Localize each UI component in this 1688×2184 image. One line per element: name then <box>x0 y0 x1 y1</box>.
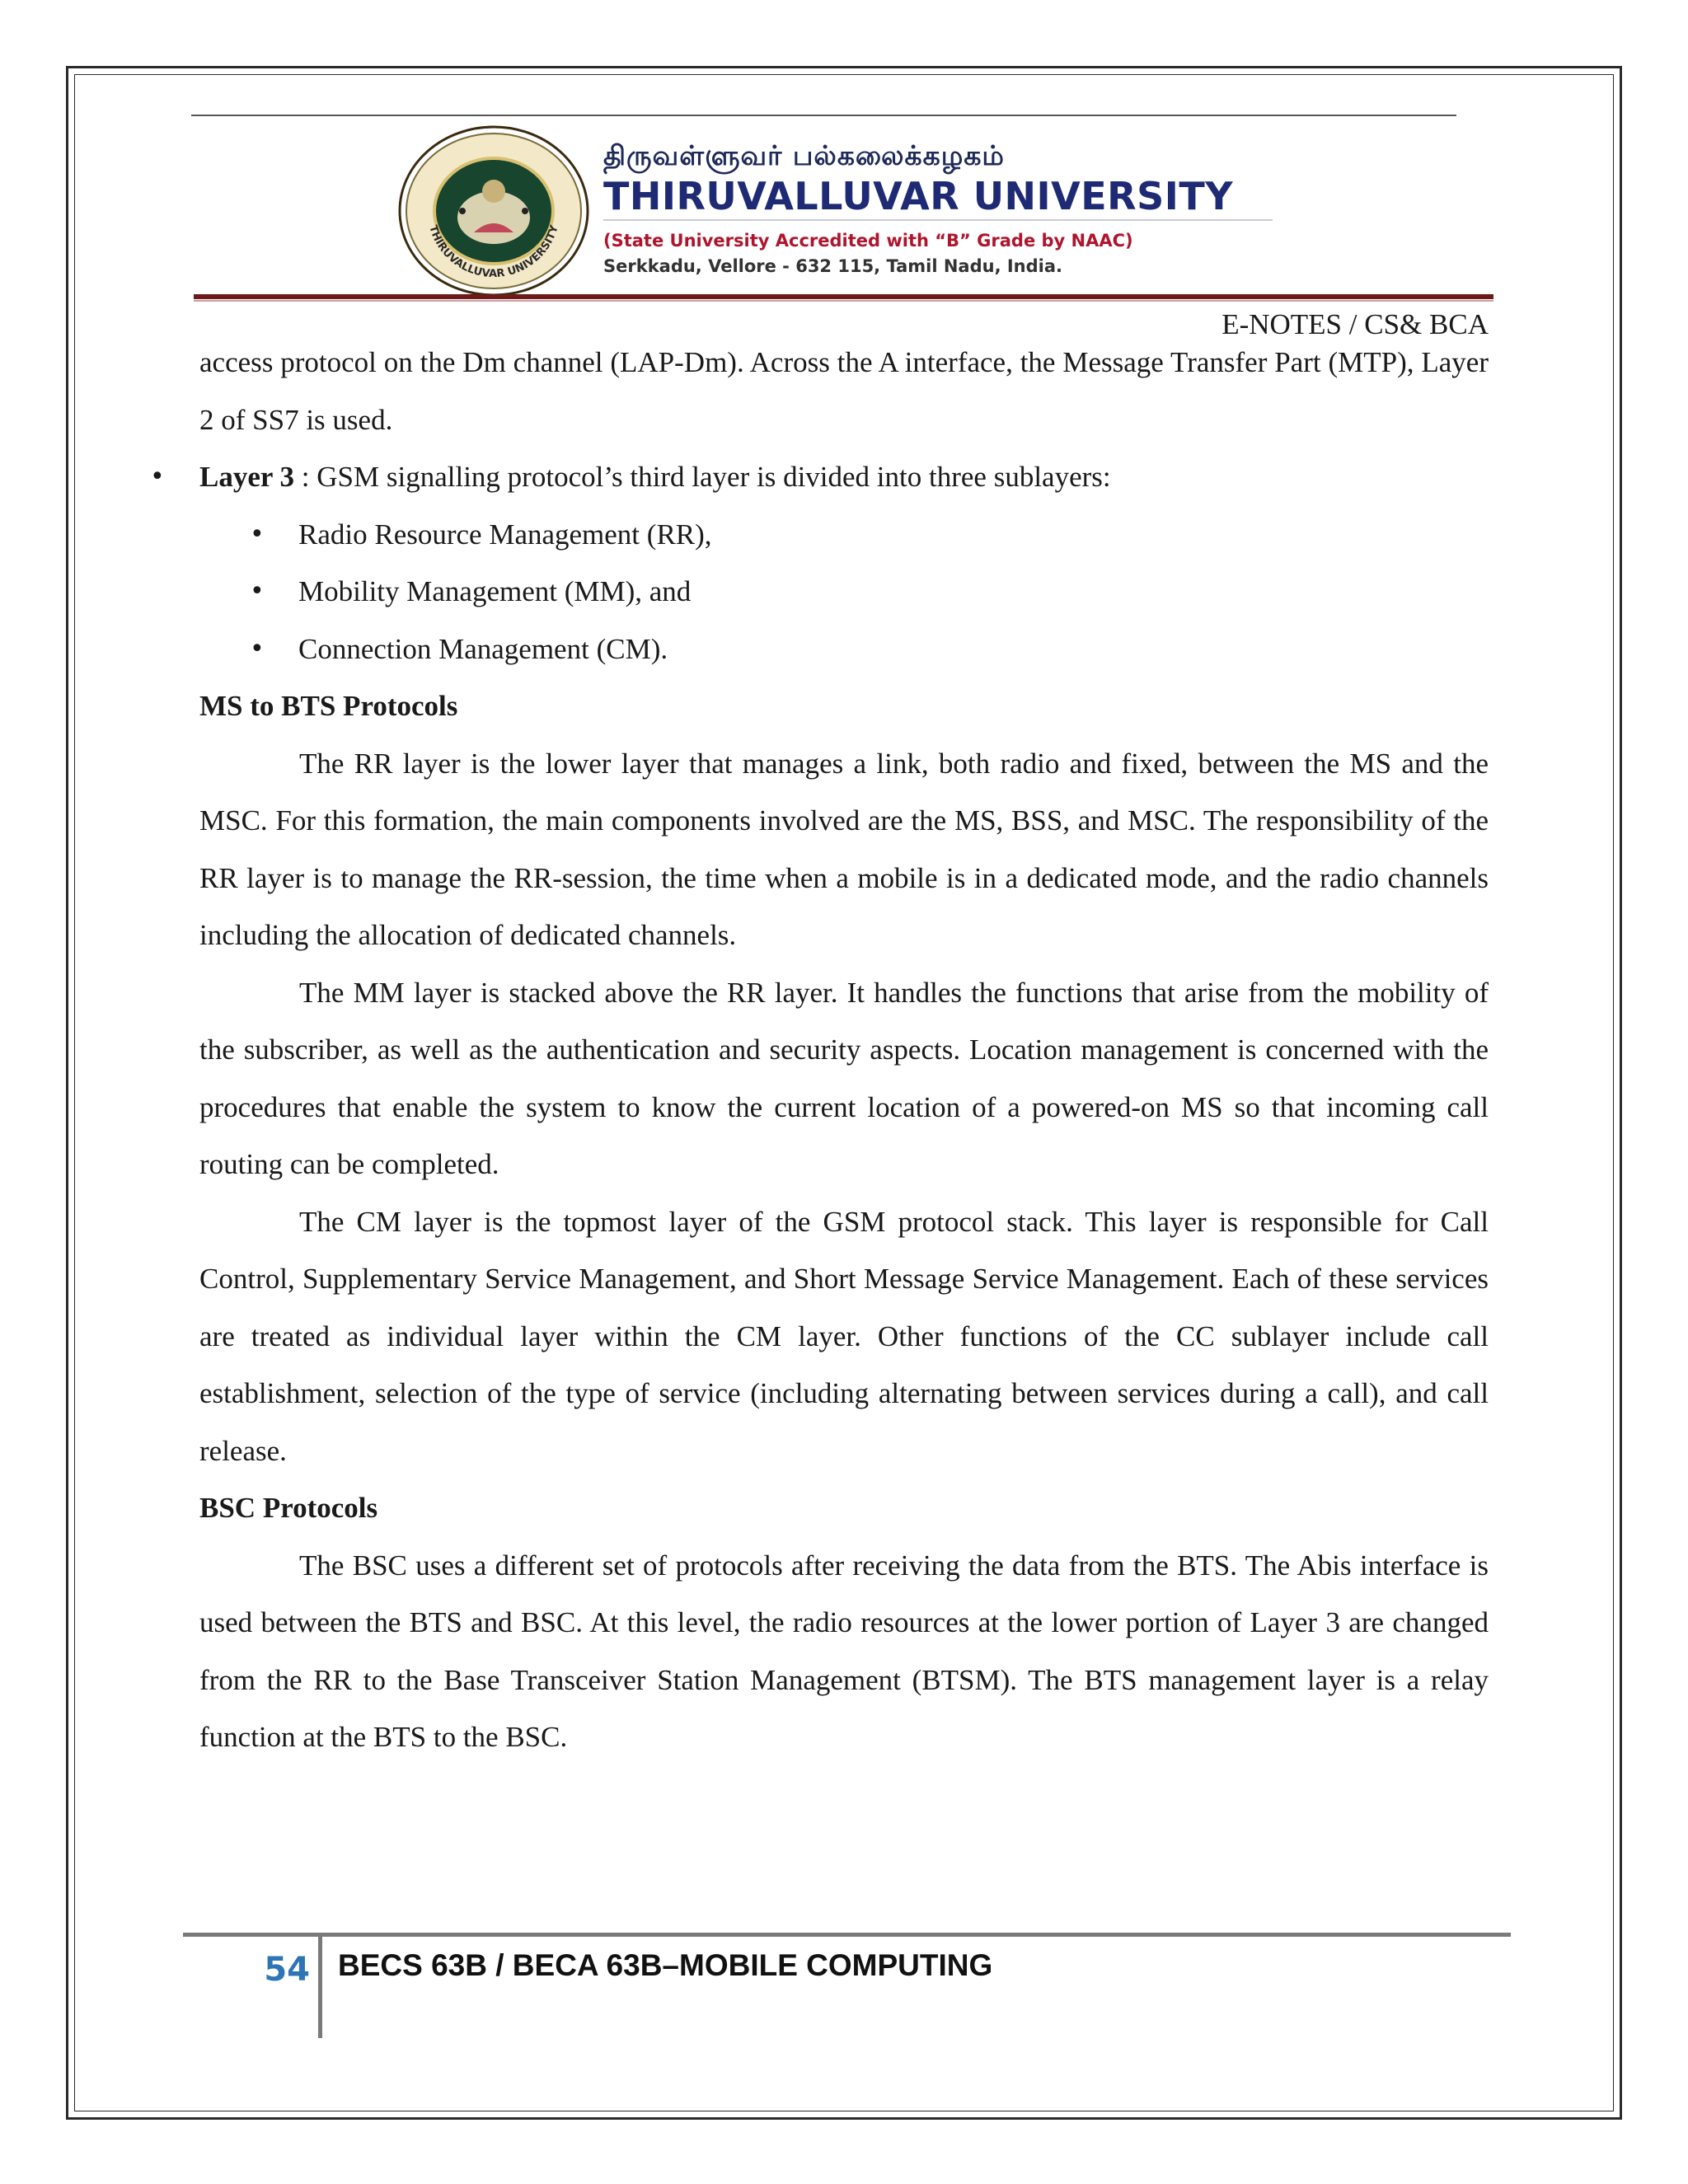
university-name: THIRUVALLUVAR UNIVERSITY <box>603 174 1234 218</box>
notes-label: E-NOTES / CS& BCA <box>1221 308 1489 340</box>
university-seal-logo <box>396 124 592 298</box>
university-name-tamil: திருவள்ளுவர் பல்கலைக்கழகம் <box>603 139 1005 171</box>
footer-rule <box>183 1933 1511 1937</box>
section-heading-ms-bts: MS to BTS Protocols <box>199 690 458 722</box>
layer3-item <box>199 448 1489 506</box>
university-address: Serkkadu, Vellore - 632 115, Tamil Nadu, India. <box>603 256 1063 276</box>
list-item: • Mobility Management (MM), and <box>298 563 1489 621</box>
paragraph-mm-layer: The MM layer is stacked above the RR layer. It handles the functions that arise from the mobility of the subscriber, as well as the authentication and security aspects. Location management is concerned with the procedures that enable the system to know the current location of a powered-on MS so that incoming call routing can be completed. <box>199 976 1489 1180</box>
header-band <box>194 294 1493 299</box>
header-band-shadow <box>194 300 1493 302</box>
paragraph-bsc: The BSC uses a different set of protocols after receiving the data from the BTS. The Abis interface is used between the BTS and BSC. At this level, the radio resources at the lower portion of Layer 3 are changed from the RR to the Base Transceiver Station Management (BTSM). The BTS management layer is a relay function at the BTS to the BSC. <box>199 1549 1489 1753</box>
header-top-rule <box>191 115 1456 116</box>
sublayer-list <box>199 506 1489 678</box>
layer3-label: Layer 3 <box>199 461 295 493</box>
paragraph-cm-layer: The CM layer is the topmost layer of the GSM protocol stack. This layer is responsible for Call Control, Supplementary Service Management, and Short Message Service Management. Each of these services are treated as individual layer within the CM layer. Other functions of the CC sublayer include call establishment, selection of the type of service (including alternating between services during a call), and call release. <box>199 1205 1489 1467</box>
list-item: • Connection Management (CM). <box>298 621 1489 678</box>
layer3-text: : GSM signalling protocol’s third layer is divided into three sublayers: <box>294 461 1111 493</box>
page-number: 54 <box>264 1951 310 1989</box>
university-masthead <box>603 138 1279 279</box>
seal-ring-text: THIRUVALLUVAR UNIVERSITY <box>426 223 561 281</box>
accreditation-line: (State University Accredited with “B” Grade by NAAC) <box>603 231 1133 251</box>
footer-divider <box>318 1935 322 2038</box>
paragraph-rr-layer: The RR layer is the lower layer that manages a link, both radio and fixed, between the MS and the MSC. For this formation, the main components involved are the MS, BSS, and MSC. The responsibility of the RR layer is to manage the RR-session, the time when a mobile is in a dedicated mode, and the radio channels including the allocation of dedicated channels. <box>199 747 1489 951</box>
masthead-divider <box>603 219 1273 221</box>
paragraph-continued: access protocol on the Dm channel (LAP-Dm). Across the A interface, the Message Transfer Part (MTP), Layer 2 of SS7 is used. <box>199 346 1489 436</box>
page-content <box>199 334 1489 1766</box>
section-heading-bsc: BSC Protocols <box>199 1492 378 1524</box>
list-item: • Radio Resource Management (RR), <box>298 506 1489 564</box>
course-title: BECS 63B / BECA 63B–MOBILE COMPUTING <box>338 1948 993 1982</box>
